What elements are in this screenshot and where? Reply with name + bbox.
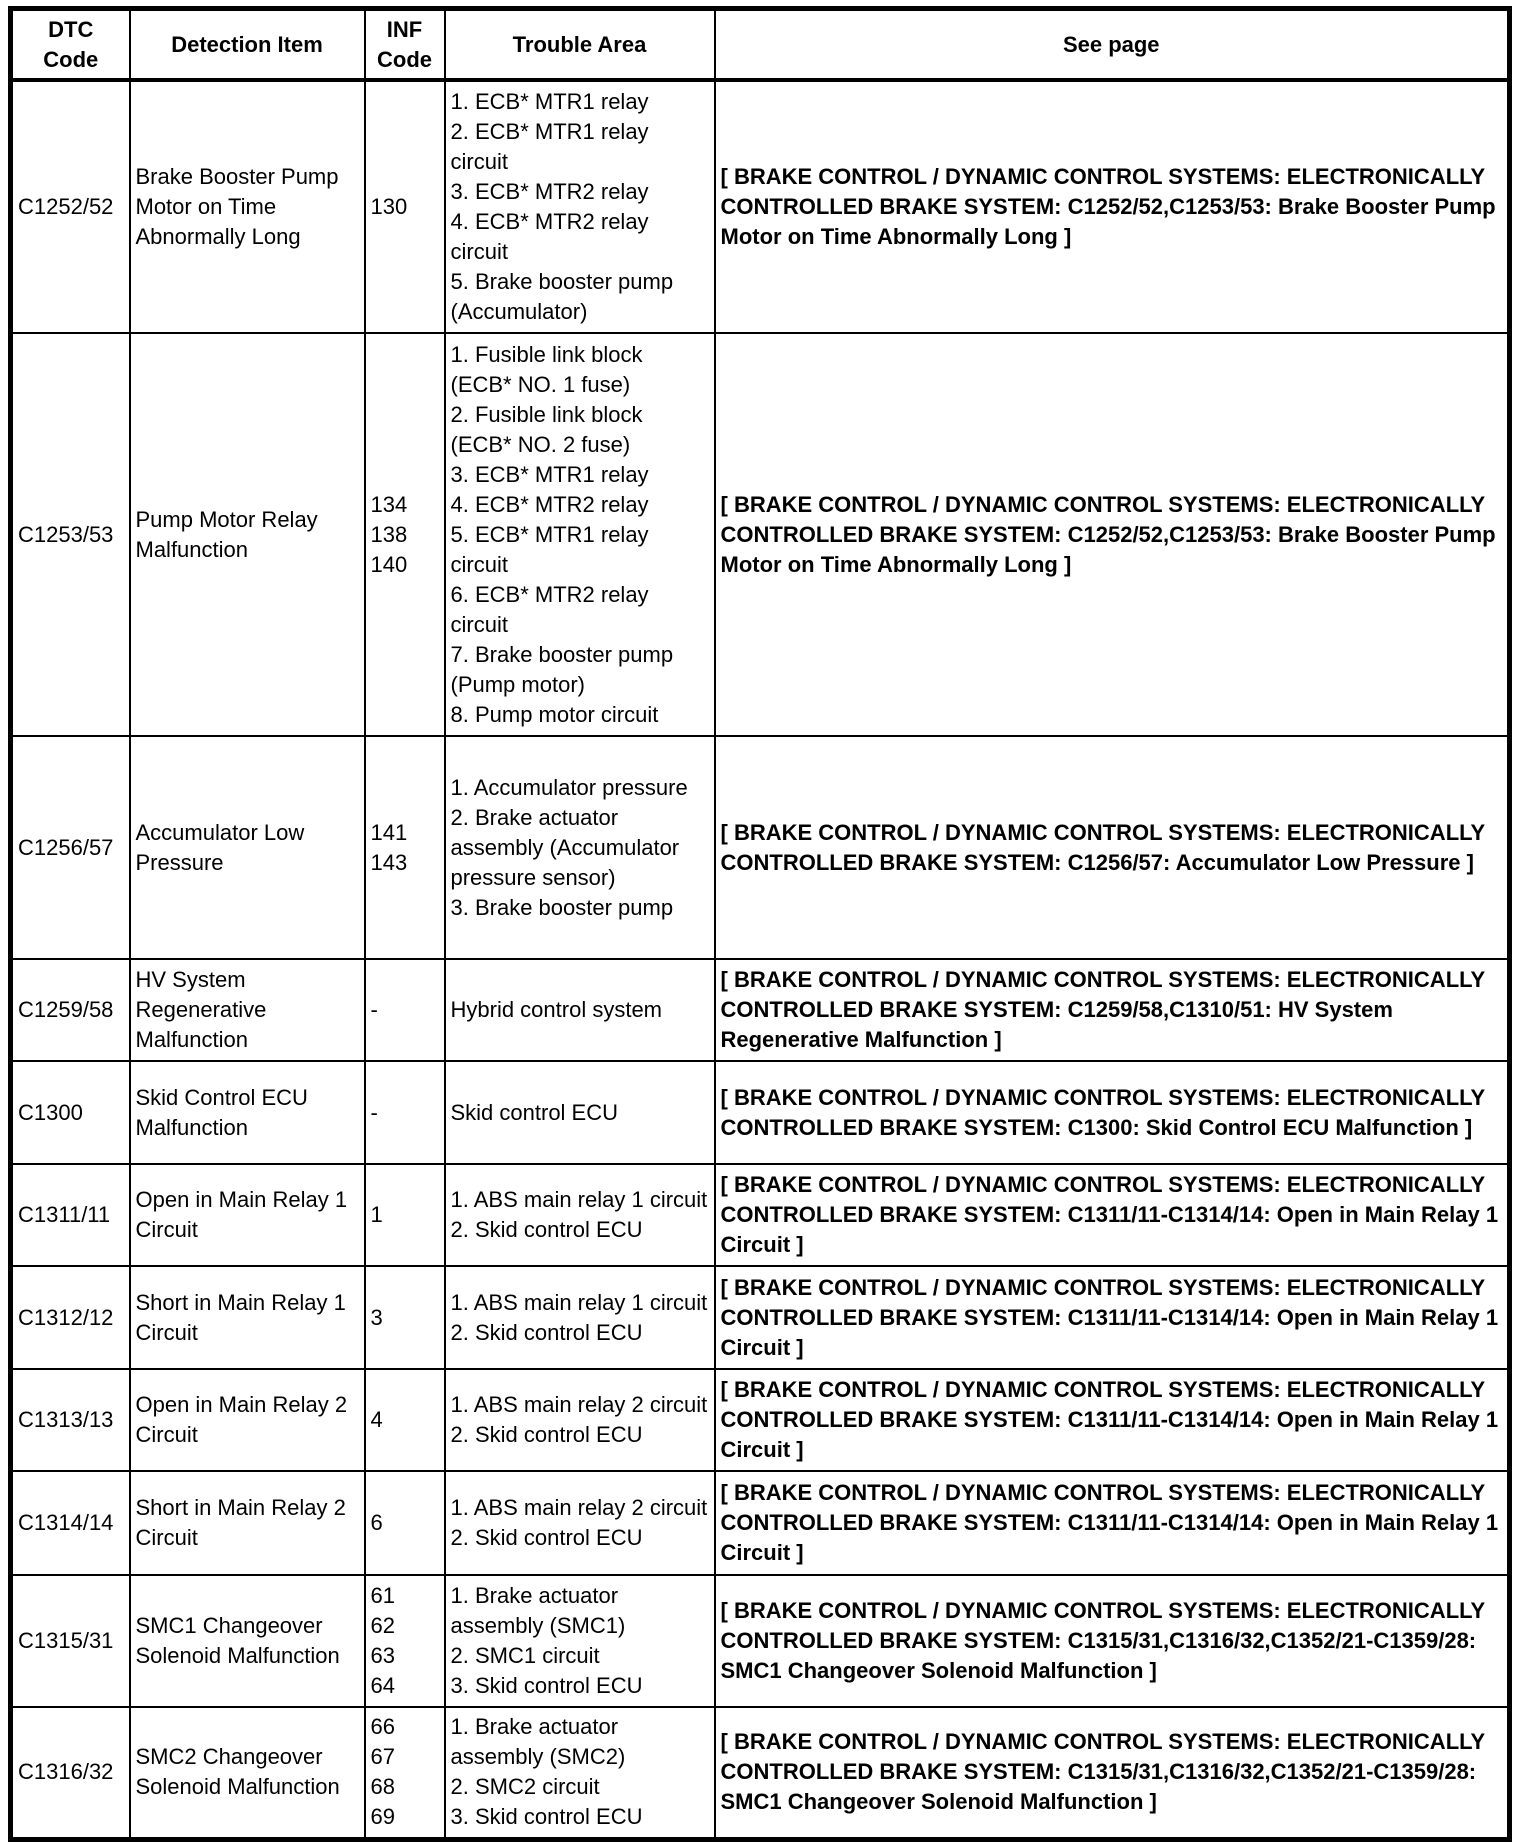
detection-item-cell: Skid Control ECU Malfunction xyxy=(130,1061,365,1164)
inf-code: 4 xyxy=(370,1407,383,1432)
see-page-link[interactable]: [ BRAKE CONTROL / DYNAMIC CONTROL SYSTEMS: ELECTRONICALLY CONTROLLED BRAKE SYSTEM: C1252/52,C1253/53: Brake Booster Pump Motor on Time Abnormally Long ] xyxy=(715,80,1510,333)
table-row xyxy=(11,1707,1510,1839)
header-line: DTC xyxy=(48,16,94,42)
inf-code-cell xyxy=(365,736,445,959)
table-row xyxy=(11,1575,1510,1707)
trouble-area-item: 2. Skid control ECU xyxy=(450,1422,643,1447)
trouble-area-item: 3. ECB* MTR2 relay xyxy=(450,179,649,204)
inf-code: 61 xyxy=(370,1583,395,1608)
dtc-code-cell: C1252/52 xyxy=(11,80,130,333)
inf-code-cell xyxy=(365,1369,445,1471)
trouble-area-cell xyxy=(445,1369,715,1471)
trouble-area-cell xyxy=(445,1061,715,1164)
inf-code: - xyxy=(370,1099,378,1125)
trouble-area-item: 1. Accumulator pressure xyxy=(450,774,688,800)
trouble-area-item: 3. ECB* MTR1 relay xyxy=(450,461,649,487)
trouble-area-item: 1. Fusible link block (ECB* NO. 1 fuse) xyxy=(450,341,649,397)
dtc-code-cell: C1315/31 xyxy=(11,1575,130,1707)
see-page-link[interactable]: [ BRAKE CONTROL / DYNAMIC CONTROL SYSTEMS: ELECTRONICALLY CONTROLLED BRAKE SYSTEM: C1311/11-C1314/14: Open in Main Relay 1 Circuit ] xyxy=(715,1164,1510,1266)
table-row xyxy=(11,1369,1510,1471)
detection-item-cell: Pump Motor Relay Malfunction xyxy=(130,333,365,736)
trouble-area-item: 2. Skid control ECU xyxy=(450,1217,643,1242)
inf-code: 141 xyxy=(370,819,408,845)
inf-code-cell xyxy=(365,959,445,1061)
table-row xyxy=(11,1471,1510,1575)
trouble-area-item: 2. Skid control ECU xyxy=(450,1525,643,1550)
inf-code: 64 xyxy=(370,1673,395,1698)
header-line: Code xyxy=(43,46,99,72)
trouble-area-cell xyxy=(445,736,715,959)
trouble-area-cell xyxy=(445,1707,715,1839)
trouble-area-item: 5. ECB* MTR1 relay circuit xyxy=(450,521,655,577)
see-page-link[interactable]: [ BRAKE CONTROL / DYNAMIC CONTROL SYSTEMS: ELECTRONICALLY CONTROLLED BRAKE SYSTEM: C1311/11-C1314/14: Open in Main Relay 1 Circuit ] xyxy=(715,1266,1510,1369)
inf-code: 6 xyxy=(370,1510,383,1535)
inf-code-cell xyxy=(365,333,445,736)
see-page-link[interactable]: [ BRAKE CONTROL / DYNAMIC CONTROL SYSTEMS: ELECTRONICALLY CONTROLLED BRAKE SYSTEM: C1315/31,C1316/32,C1352/21-C1359/28: SMC1 Changeover Solenoid Malfunction ] xyxy=(715,1575,1510,1707)
inf-code-cell xyxy=(365,1061,445,1164)
see-page-link[interactable]: [ BRAKE CONTROL / DYNAMIC CONTROL SYSTEMS: ELECTRONICALLY CONTROLLED BRAKE SYSTEM: C1256/57: Accumulator Low Pressure ] xyxy=(715,736,1510,959)
inf-code: 138 xyxy=(370,521,408,547)
dtc-code-cell: C1256/57 xyxy=(11,736,130,959)
see-page-link[interactable]: [ BRAKE CONTROL / DYNAMIC CONTROL SYSTEMS: ELECTRONICALLY CONTROLLED BRAKE SYSTEM: C1315/31,C1316/32,C1352/21-C1359/28: SMC1 Changeover Solenoid Malfunction ] xyxy=(715,1707,1510,1839)
trouble-area-item: 8. Pump motor circuit xyxy=(450,701,659,727)
trouble-area-item: 1. ABS main relay 2 circuit xyxy=(450,1392,708,1417)
header-inf-code xyxy=(365,9,445,81)
inf-code: 69 xyxy=(370,1804,395,1830)
inf-code: 63 xyxy=(370,1643,395,1668)
detection-item-cell: SMC1 Changeover Solenoid Malfunction xyxy=(130,1575,365,1707)
see-page-link[interactable]: [ BRAKE CONTROL / DYNAMIC CONTROL SYSTEMS: ELECTRONICALLY CONTROLLED BRAKE SYSTEM: C1311/11-C1314/14: Open in Main Relay 1 Circuit ] xyxy=(715,1471,1510,1575)
inf-code: 3 xyxy=(370,1304,383,1330)
trouble-area-item: 1. Brake actuator assembly (SMC1) xyxy=(450,1583,626,1638)
table-row xyxy=(11,1061,1510,1164)
detection-item-cell: Short in Main Relay 1 Circuit xyxy=(130,1266,365,1369)
detection-item-cell: Accumulator Low Pressure xyxy=(130,736,365,959)
trouble-area-item: 2. ECB* MTR1 relay circuit xyxy=(450,119,655,174)
header-line: Code xyxy=(377,46,432,72)
trouble-area-item: 4. ECB* MTR2 relay xyxy=(450,491,649,517)
see-page-link[interactable]: [ BRAKE CONTROL / DYNAMIC CONTROL SYSTEMS: ELECTRONICALLY CONTROLLED BRAKE SYSTEM: C1300: Skid Control ECU Malfunction ] xyxy=(715,1061,1510,1164)
see-page-link[interactable]: [ BRAKE CONTROL / DYNAMIC CONTROL SYSTEMS: ELECTRONICALLY CONTROLLED BRAKE SYSTEM: C1252/52,C1253/53: Brake Booster Pump Motor on Time Abnormally Long ] xyxy=(715,333,1510,736)
table-row xyxy=(11,736,1510,959)
trouble-area-item: 6. ECB* MTR2 relay circuit xyxy=(450,581,655,637)
table-row xyxy=(11,1164,1510,1266)
detection-item-cell: Brake Booster Pump Motor on Time Abnormally Long xyxy=(130,80,365,333)
inf-code: 68 xyxy=(370,1774,395,1800)
inf-code: - xyxy=(370,997,378,1022)
trouble-area-cell xyxy=(445,1575,715,1707)
see-page-link[interactable]: [ BRAKE CONTROL / DYNAMIC CONTROL SYSTEMS: ELECTRONICALLY CONTROLLED BRAKE SYSTEM: C1259/58,C1310/51: HV System Regenerative Malfunction ] xyxy=(715,959,1510,1061)
inf-code-cell xyxy=(365,1164,445,1266)
table-row xyxy=(11,1266,1510,1369)
header-row xyxy=(11,9,1510,81)
inf-code: 140 xyxy=(370,551,408,577)
dtc-code-cell: C1253/53 xyxy=(11,333,130,736)
table-row xyxy=(11,333,1510,736)
inf-code-cell xyxy=(365,1575,445,1707)
trouble-area-item: 2. SMC1 circuit xyxy=(450,1643,600,1668)
dtc-code-cell: C1314/14 xyxy=(11,1471,130,1575)
dtc-code-cell: C1312/12 xyxy=(11,1266,130,1369)
dtc-code-cell: C1311/11 xyxy=(11,1164,130,1266)
trouble-area-item: 1. Brake actuator assembly (SMC2) xyxy=(450,1714,626,1770)
trouble-area-item: 5. Brake booster pump (Accumulator) xyxy=(450,269,680,324)
header-see-page: See page xyxy=(715,9,1510,81)
header-line: INF xyxy=(386,16,423,42)
trouble-area-item: 1. ABS main relay 2 circuit xyxy=(450,1495,708,1520)
inf-code: 1 xyxy=(370,1202,383,1227)
table-row xyxy=(11,80,1510,333)
inf-code: 66 xyxy=(370,1714,395,1740)
inf-code: 62 xyxy=(370,1613,395,1638)
trouble-area-item: 2. Fusible link block (ECB* NO. 2 fuse) xyxy=(450,401,649,457)
trouble-area-item: 2. SMC2 circuit xyxy=(450,1774,600,1800)
detection-item-cell: Short in Main Relay 2 Circuit xyxy=(130,1471,365,1575)
trouble-area-item: 2. Brake actuator assembly (Accumulator pressure sensor) xyxy=(450,804,686,890)
detection-item-cell: SMC2 Changeover Solenoid Malfunction xyxy=(130,1707,365,1839)
trouble-area-item: 4. ECB* MTR2 relay circuit xyxy=(450,209,655,264)
inf-code: 67 xyxy=(370,1744,395,1770)
header-detection-item: Detection Item xyxy=(130,9,365,81)
trouble-area-item: 1. ABS main relay 1 circuit xyxy=(450,1289,708,1315)
dtc-code-cell: C1300 xyxy=(11,1061,130,1164)
inf-code: 143 xyxy=(370,849,408,875)
trouble-area-cell xyxy=(445,959,715,1061)
trouble-area-item: Skid control ECU xyxy=(450,1099,619,1125)
detection-item-cell: Open in Main Relay 1 Circuit xyxy=(130,1164,365,1266)
trouble-area-item: 1. ABS main relay 1 circuit xyxy=(450,1187,708,1212)
header-dtc-code xyxy=(11,9,130,81)
dtc-code-cell: C1316/32 xyxy=(11,1707,130,1839)
trouble-area-item: 3. Brake booster pump xyxy=(450,894,674,920)
trouble-area-cell xyxy=(445,1266,715,1369)
trouble-area-item: 7. Brake booster pump (Pump motor) xyxy=(450,641,680,697)
trouble-area-item: 3. Skid control ECU xyxy=(450,1673,643,1698)
header-trouble-area: Trouble Area xyxy=(445,9,715,81)
inf-code-cell xyxy=(365,1471,445,1575)
see-page-link[interactable]: [ BRAKE CONTROL / DYNAMIC CONTROL SYSTEMS: ELECTRONICALLY CONTROLLED BRAKE SYSTEM: C1311/11-C1314/14: Open in Main Relay 1 Circuit ] xyxy=(715,1369,1510,1471)
trouble-area-cell xyxy=(445,1164,715,1266)
dtc-table xyxy=(8,6,1512,1842)
trouble-area-cell xyxy=(445,333,715,736)
trouble-area-cell xyxy=(445,80,715,333)
detection-item-cell: HV System Regenerative Malfunction xyxy=(130,959,365,1061)
detection-item-cell: Open in Main Relay 2 Circuit xyxy=(130,1369,365,1471)
trouble-area-item: Hybrid control system xyxy=(450,997,663,1022)
trouble-area-item: 2. Skid control ECU xyxy=(450,1319,643,1345)
trouble-area-item: 3. Skid control ECU xyxy=(450,1804,643,1830)
inf-code: 134 xyxy=(370,491,408,517)
trouble-area-cell xyxy=(445,1471,715,1575)
dtc-code-cell: C1259/58 xyxy=(11,959,130,1061)
dtc-code-cell: C1313/13 xyxy=(11,1369,130,1471)
inf-code: 130 xyxy=(370,194,408,219)
inf-code-cell xyxy=(365,80,445,333)
trouble-area-item: 1. ECB* MTR1 relay xyxy=(450,89,649,114)
table-row xyxy=(11,959,1510,1061)
inf-code-cell xyxy=(365,1707,445,1839)
inf-code-cell xyxy=(365,1266,445,1369)
